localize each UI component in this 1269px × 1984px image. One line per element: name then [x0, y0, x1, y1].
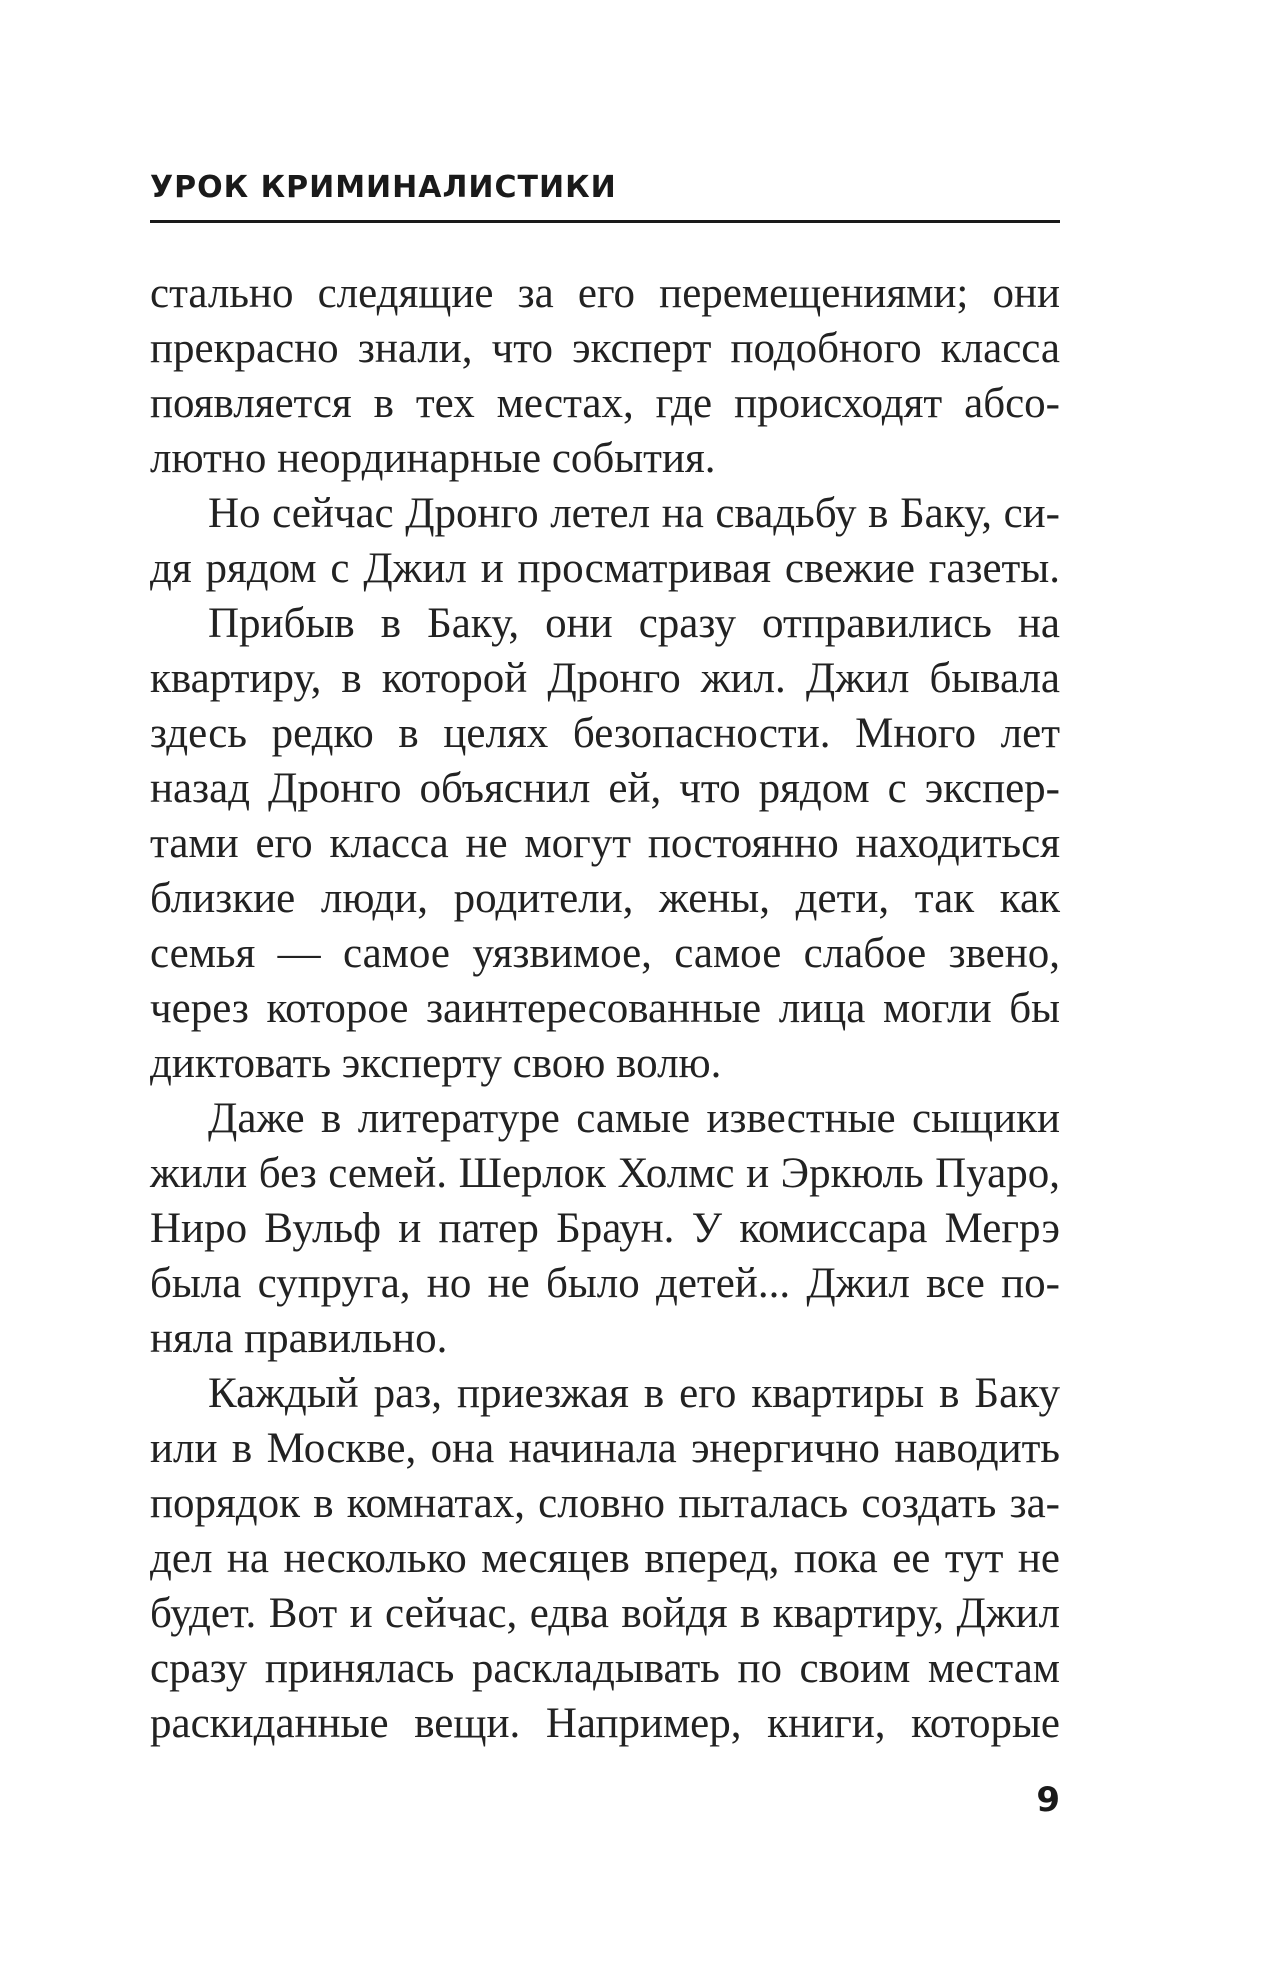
text-line: Ниро Вульф и патер Браун. У комиссара Мегрэ	[150, 1205, 1060, 1252]
text-line: квартиру, в которой Дронго жил. Джил бывала	[150, 655, 1060, 702]
text-line: будет. Вот и сейчас, едва войдя в квартиру, Джил	[150, 1590, 1060, 1637]
text-line: порядок в комнатах, словно пыталась создать за-	[150, 1480, 1060, 1527]
text-line: через которое заинтересованные лица могли бы	[150, 985, 1060, 1032]
body-text	[150, 266, 1060, 1751]
text-line: или в Москве, она начинала энергично наводить	[150, 1425, 1060, 1472]
text-line: стально следящие за его перемещениями; они	[150, 270, 1060, 317]
text-line: близкие люди, родители, жены, дети, так как	[150, 875, 1060, 922]
text-line: дел на несколько месяцев вперед, пока ее тут не	[150, 1535, 1060, 1582]
paragraph-first-line: Даже в литературе самые известные сыщики	[208, 1095, 1060, 1142]
text-line: здесь редко в целях безопасности. Много лет	[150, 710, 1060, 757]
text-line: няла правильно.	[150, 1315, 448, 1362]
text-line: появляется в тех местах, где происходят абсо-	[150, 380, 1060, 427]
text-line: сразу принялась раскладывать по своим местам	[150, 1645, 1060, 1692]
page-number: 9	[1036, 1780, 1060, 1820]
running-head: УРОК КРИМИНАЛИСТИКИ	[150, 170, 617, 205]
text-line: семья — самое уязвимое, самое слабое звено,	[150, 930, 1060, 977]
text-line: была супруга, но не было детей... Джил все по-	[150, 1260, 1060, 1307]
text-line: лютно неординарные события.	[150, 435, 716, 482]
text-line: раскиданные вещи. Например, книги, которые	[150, 1700, 1060, 1747]
paragraph-first-line: Прибыв в Баку, они сразу отправились на	[208, 600, 1060, 647]
text-line: назад Дронго объяснил ей, что рядом с экспер-	[150, 765, 1060, 812]
text-line: жили без семей. Шерлок Холмс и Эркюль Пуаро,	[150, 1150, 1060, 1197]
text-line: прекрасно знали, что эксперт подобного класса	[150, 325, 1060, 372]
paragraph-first-line: Но сейчас Дронго летел на свадьбу в Баку, си-	[208, 490, 1060, 537]
text-line: диктовать эксперту свою волю.	[150, 1040, 722, 1087]
text-line: тами его класса не могут постоянно находиться	[150, 820, 1060, 867]
header-rule	[150, 220, 1060, 223]
text-line: дя рядом с Джил и просматривая свежие газеты.	[150, 545, 1060, 592]
paragraph-first-line: Каждый раз, приезжая в его квартиры в Баку	[208, 1370, 1060, 1417]
